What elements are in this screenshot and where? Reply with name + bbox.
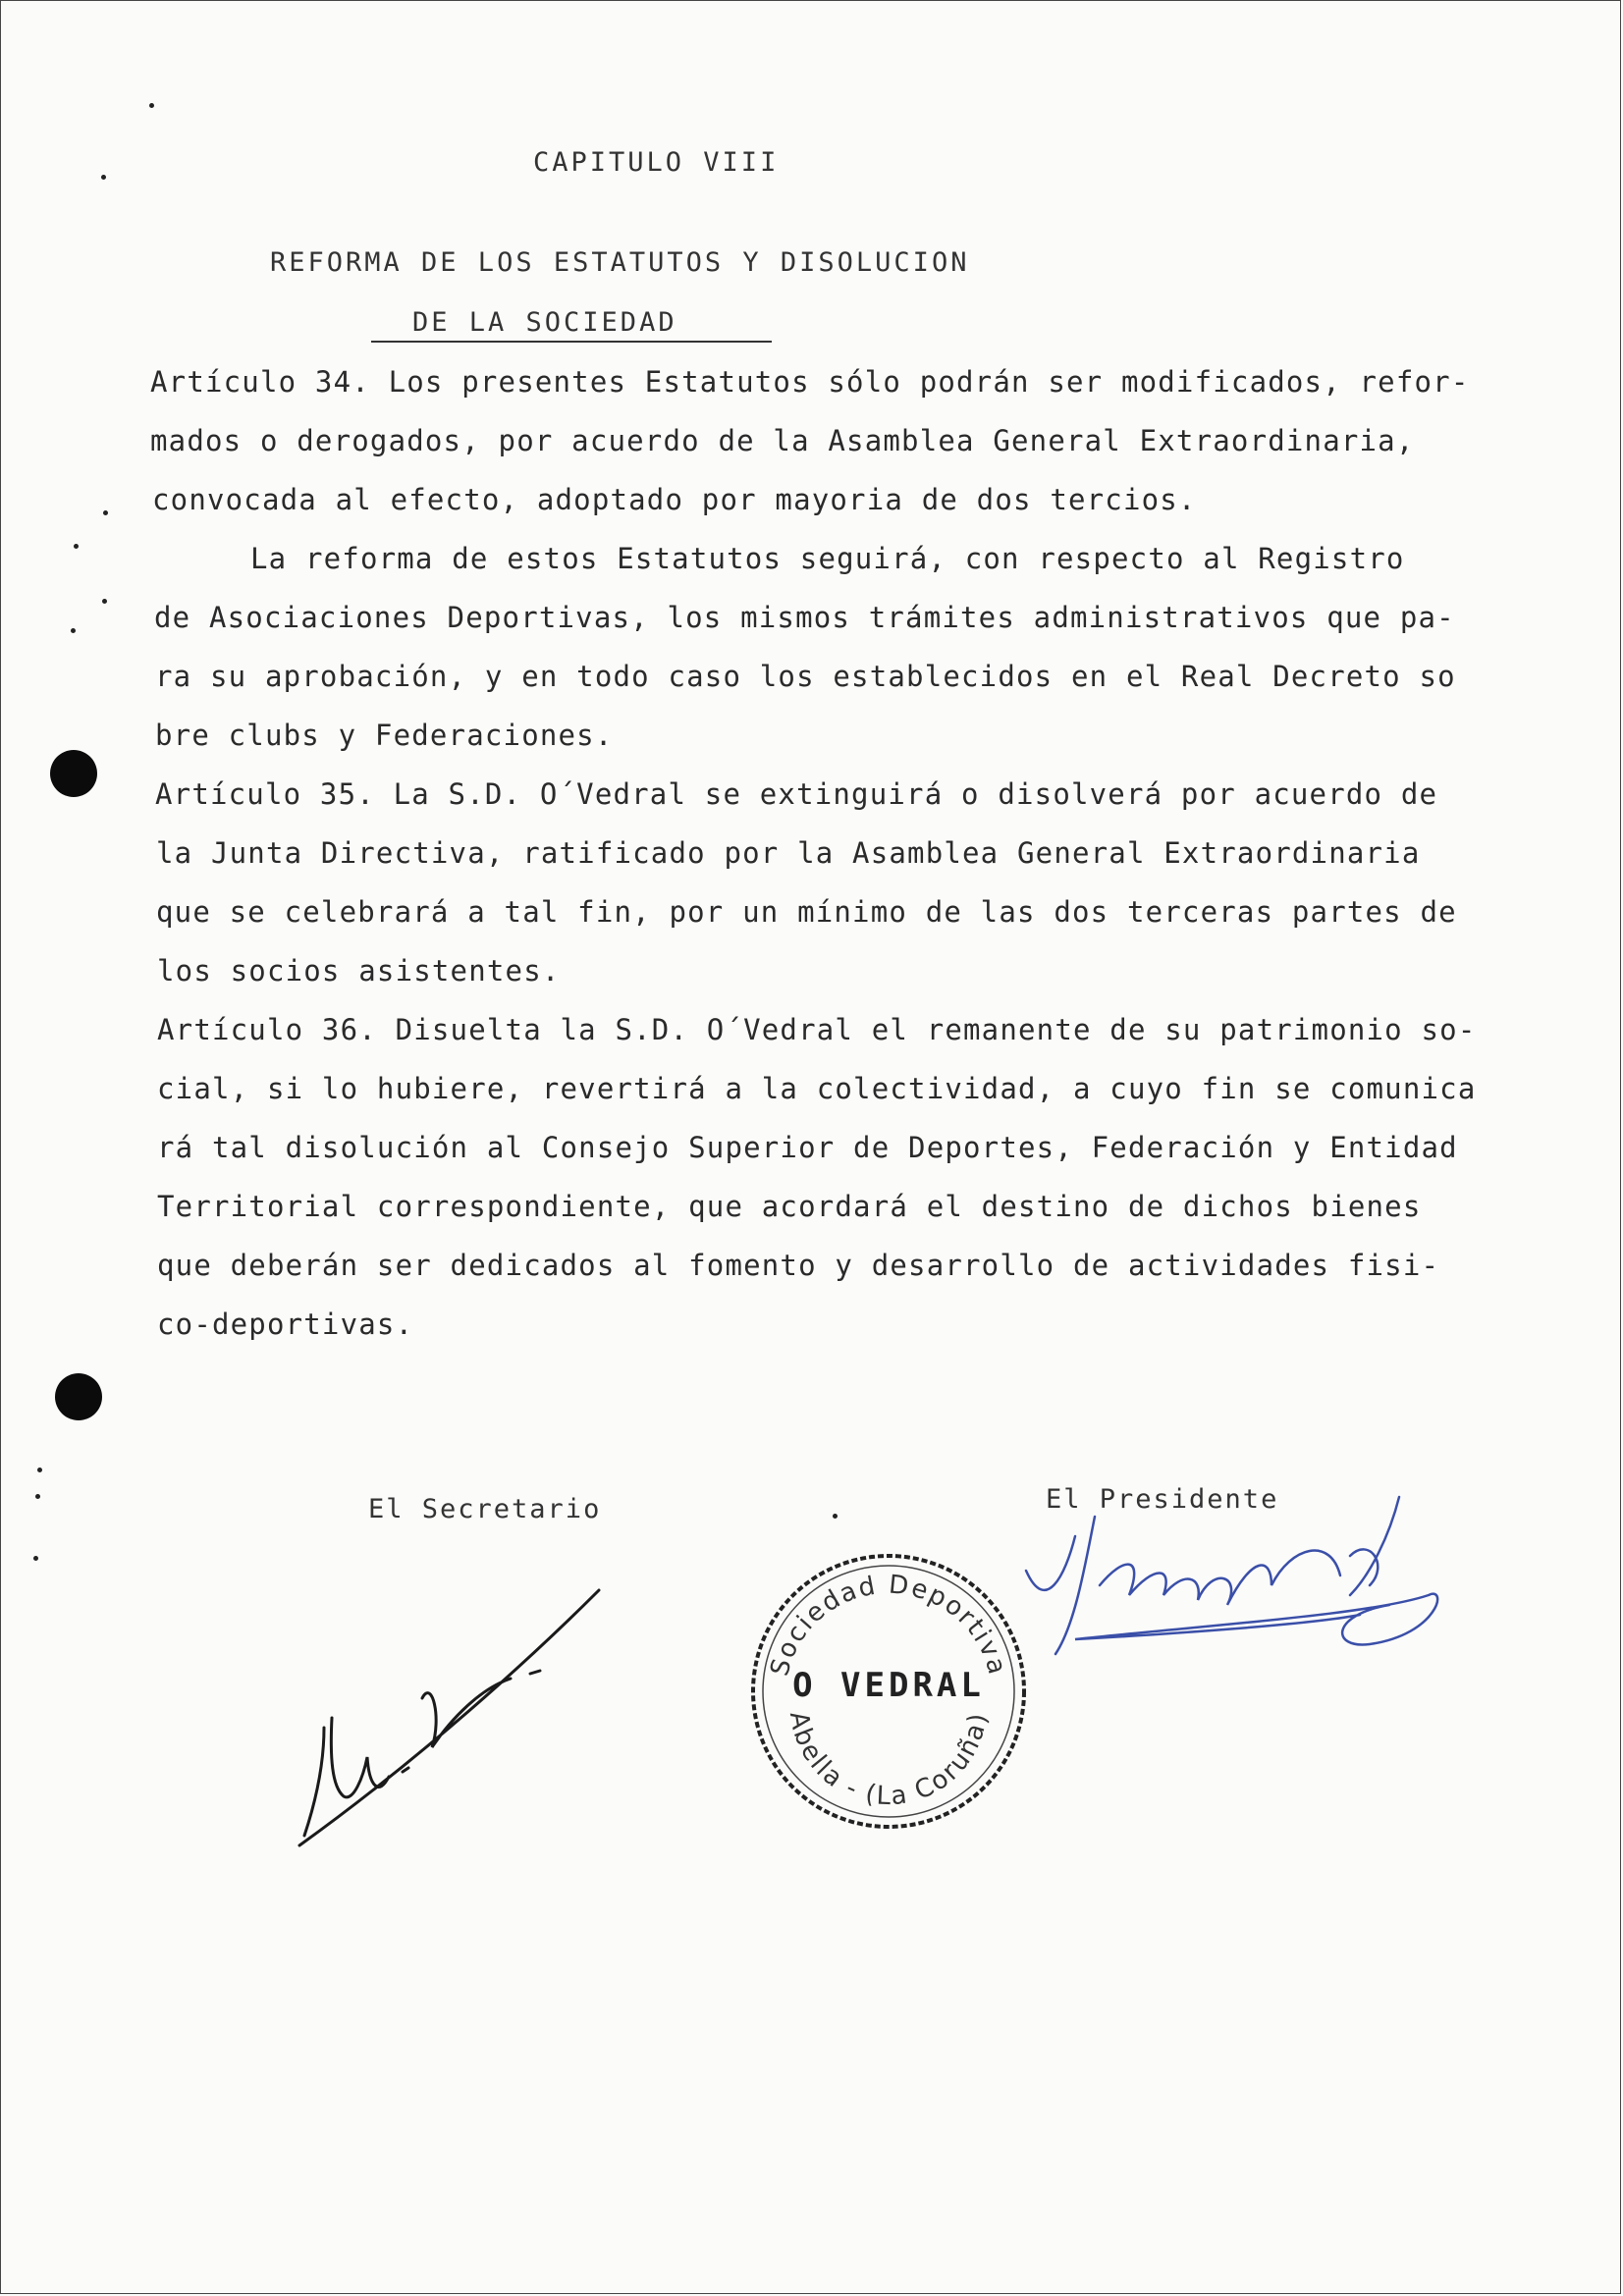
- stamp-center-text: O VEDRAL: [792, 1666, 985, 1705]
- body-line: cial, si lo hubiere, revertirá a la colectividad, a cuyo fin se comunica: [157, 1072, 1477, 1105]
- body-line: convocada al efecto, adoptado por mayoria de dos tercios.: [152, 483, 1197, 516]
- body-line: que deberán ser dedicados al fomento y desarrollo de actividades fisi-: [157, 1249, 1440, 1282]
- speck: [103, 510, 108, 515]
- body-line: Territorial correspondiente, que acordará el destino de dichos bienes: [157, 1190, 1422, 1223]
- speck: [101, 175, 106, 180]
- title-line-1: REFORMA DE LOS ESTATUTOS Y DISOLUCION: [270, 247, 970, 278]
- body-line: Artículo 35. La S.D. O´Vedral se extinguirá o disolverá por acuerdo de: [155, 777, 1438, 811]
- secretary-label: El Secretario: [368, 1494, 602, 1524]
- secretary-signature: [285, 1571, 638, 1865]
- speck: [37, 1468, 42, 1472]
- body-line: co-deportivas.: [157, 1308, 414, 1341]
- body-line: mados o derogados, por acuerdo de la Asamblea General Extraordinaria,: [150, 424, 1415, 457]
- speck: [102, 599, 107, 604]
- body-line: de Asociaciones Deportivas, los mismos trámites administrativos que pa-: [154, 601, 1455, 634]
- speck: [833, 1514, 838, 1519]
- speck: [71, 628, 76, 633]
- body-line: ra su aprobación, y en todo caso los establecidos en el Real Decreto so: [155, 660, 1456, 693]
- body-line: Artículo 36. Disuelta la S.D. O´Vedral el remanente de su patrimonio so-: [157, 1013, 1477, 1046]
- stamp-bottom-text: Abella - (La Coruña): [783, 1709, 994, 1812]
- speck: [149, 103, 154, 108]
- body-line: rá tal disolución al Consejo Superior de Deportes, Federación y Entidad: [157, 1131, 1458, 1164]
- chapter-heading: CAPITULO VIII: [533, 147, 780, 178]
- president-signature: [1016, 1477, 1448, 1703]
- svg-text:Abella - (La Coruña): [784, 1709, 994, 1811]
- club-stamp: [746, 1549, 1031, 1834]
- body-line: la Junta Directiva, ratificado por la Asamblea General Extraordinaria: [156, 836, 1421, 870]
- speck: [74, 544, 79, 549]
- punch-hole-bottom: [55, 1373, 102, 1420]
- punch-hole-top: [50, 750, 97, 797]
- body-line: bre clubs y Federaciones.: [155, 719, 614, 752]
- speck: [33, 1556, 38, 1561]
- title-line-2: DE LA SOCIEDAD: [412, 307, 677, 338]
- president-label: El Presidente: [1046, 1484, 1279, 1515]
- body-line: los socios asistentes.: [157, 954, 561, 988]
- body-line: Artículo 34. Los presentes Estatutos sólo podrán ser modificados, refor-: [150, 365, 1470, 399]
- speck: [35, 1494, 40, 1499]
- title-underline: [371, 341, 772, 343]
- body-line: La reforma de estos Estatutos seguirá, con respecto al Registro: [250, 542, 1405, 575]
- body-line: que se celebrará a tal fin, por un mínimo de las dos terceras partes de: [156, 895, 1457, 929]
- stamp-top-text: Sociedad Deportiva: [765, 1570, 1012, 1680]
